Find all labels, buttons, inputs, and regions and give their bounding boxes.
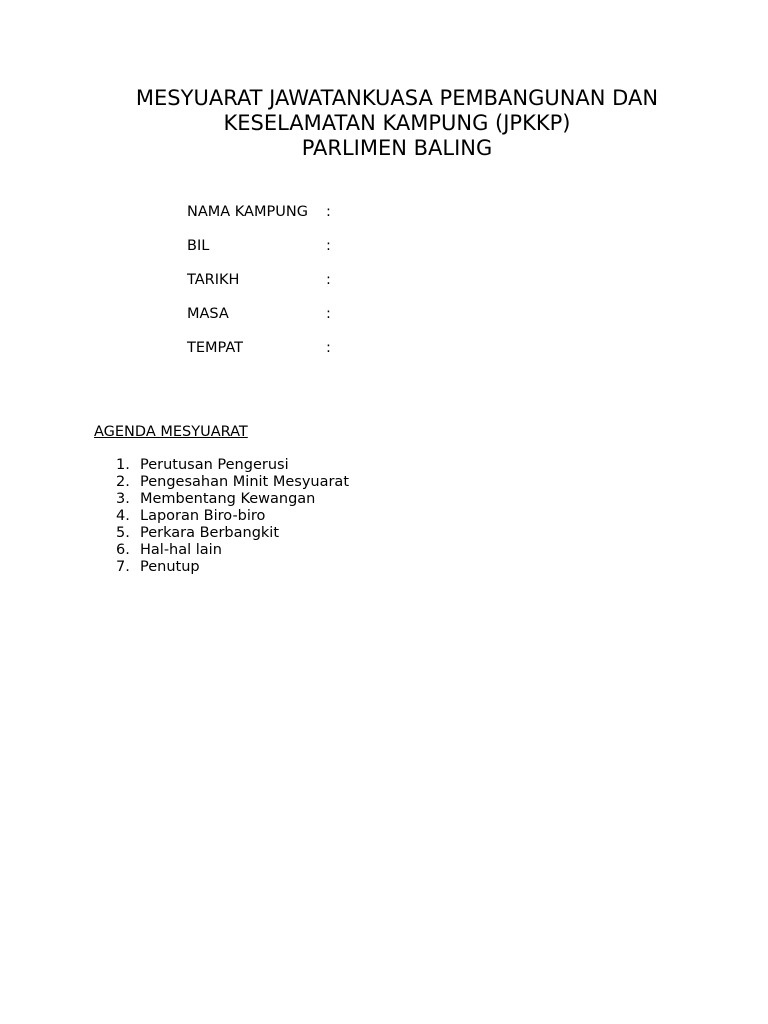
agenda-heading: AGENDA MESYUARAT bbox=[94, 424, 248, 440]
title-line-2: KESELAMATAN KAMPUNG (JPKKP) bbox=[223, 111, 571, 135]
title-line-3: PARLIMEN BALING bbox=[301, 136, 493, 160]
agenda-item-text: Membentang Kewangan bbox=[140, 491, 316, 507]
field-separator: : bbox=[326, 204, 331, 220]
field-separator: : bbox=[326, 238, 331, 254]
agenda-item-text: Perkara Berbangkit bbox=[140, 525, 280, 541]
agenda-item-text: Penutup bbox=[140, 559, 200, 575]
title-line-1: MESYUARAT JAWATANKUASA PEMBANGUNAN DAN bbox=[135, 86, 659, 110]
agenda-item-number: 4. bbox=[116, 508, 130, 524]
agenda-item-number: 3. bbox=[116, 491, 130, 507]
field-label: BIL bbox=[187, 238, 210, 254]
agenda-item-number: 1. bbox=[116, 457, 130, 473]
field-label: TARIKH bbox=[187, 272, 240, 288]
field-separator: : bbox=[326, 306, 331, 322]
agenda-item-number: 2. bbox=[116, 474, 130, 490]
agenda-item-number: 6. bbox=[116, 542, 130, 558]
field-label: MASA bbox=[187, 306, 229, 322]
field-label: TEMPAT bbox=[187, 340, 243, 356]
field-separator: : bbox=[326, 272, 331, 288]
agenda-item-text: Hal-hal lain bbox=[140, 542, 222, 558]
document-title bbox=[60, 86, 734, 161]
agenda-item-number: 7. bbox=[116, 559, 130, 575]
agenda-item-number: 5. bbox=[116, 525, 130, 541]
field-label: NAMA KAMPUNG bbox=[187, 204, 308, 220]
agenda-item-text: Pengesahan Minit Mesyuarat bbox=[140, 474, 350, 490]
field-separator: : bbox=[326, 340, 331, 356]
agenda-item-text: Perutusan Pengerusi bbox=[140, 457, 289, 473]
agenda-item-text: Laporan Biro-biro bbox=[140, 508, 266, 524]
